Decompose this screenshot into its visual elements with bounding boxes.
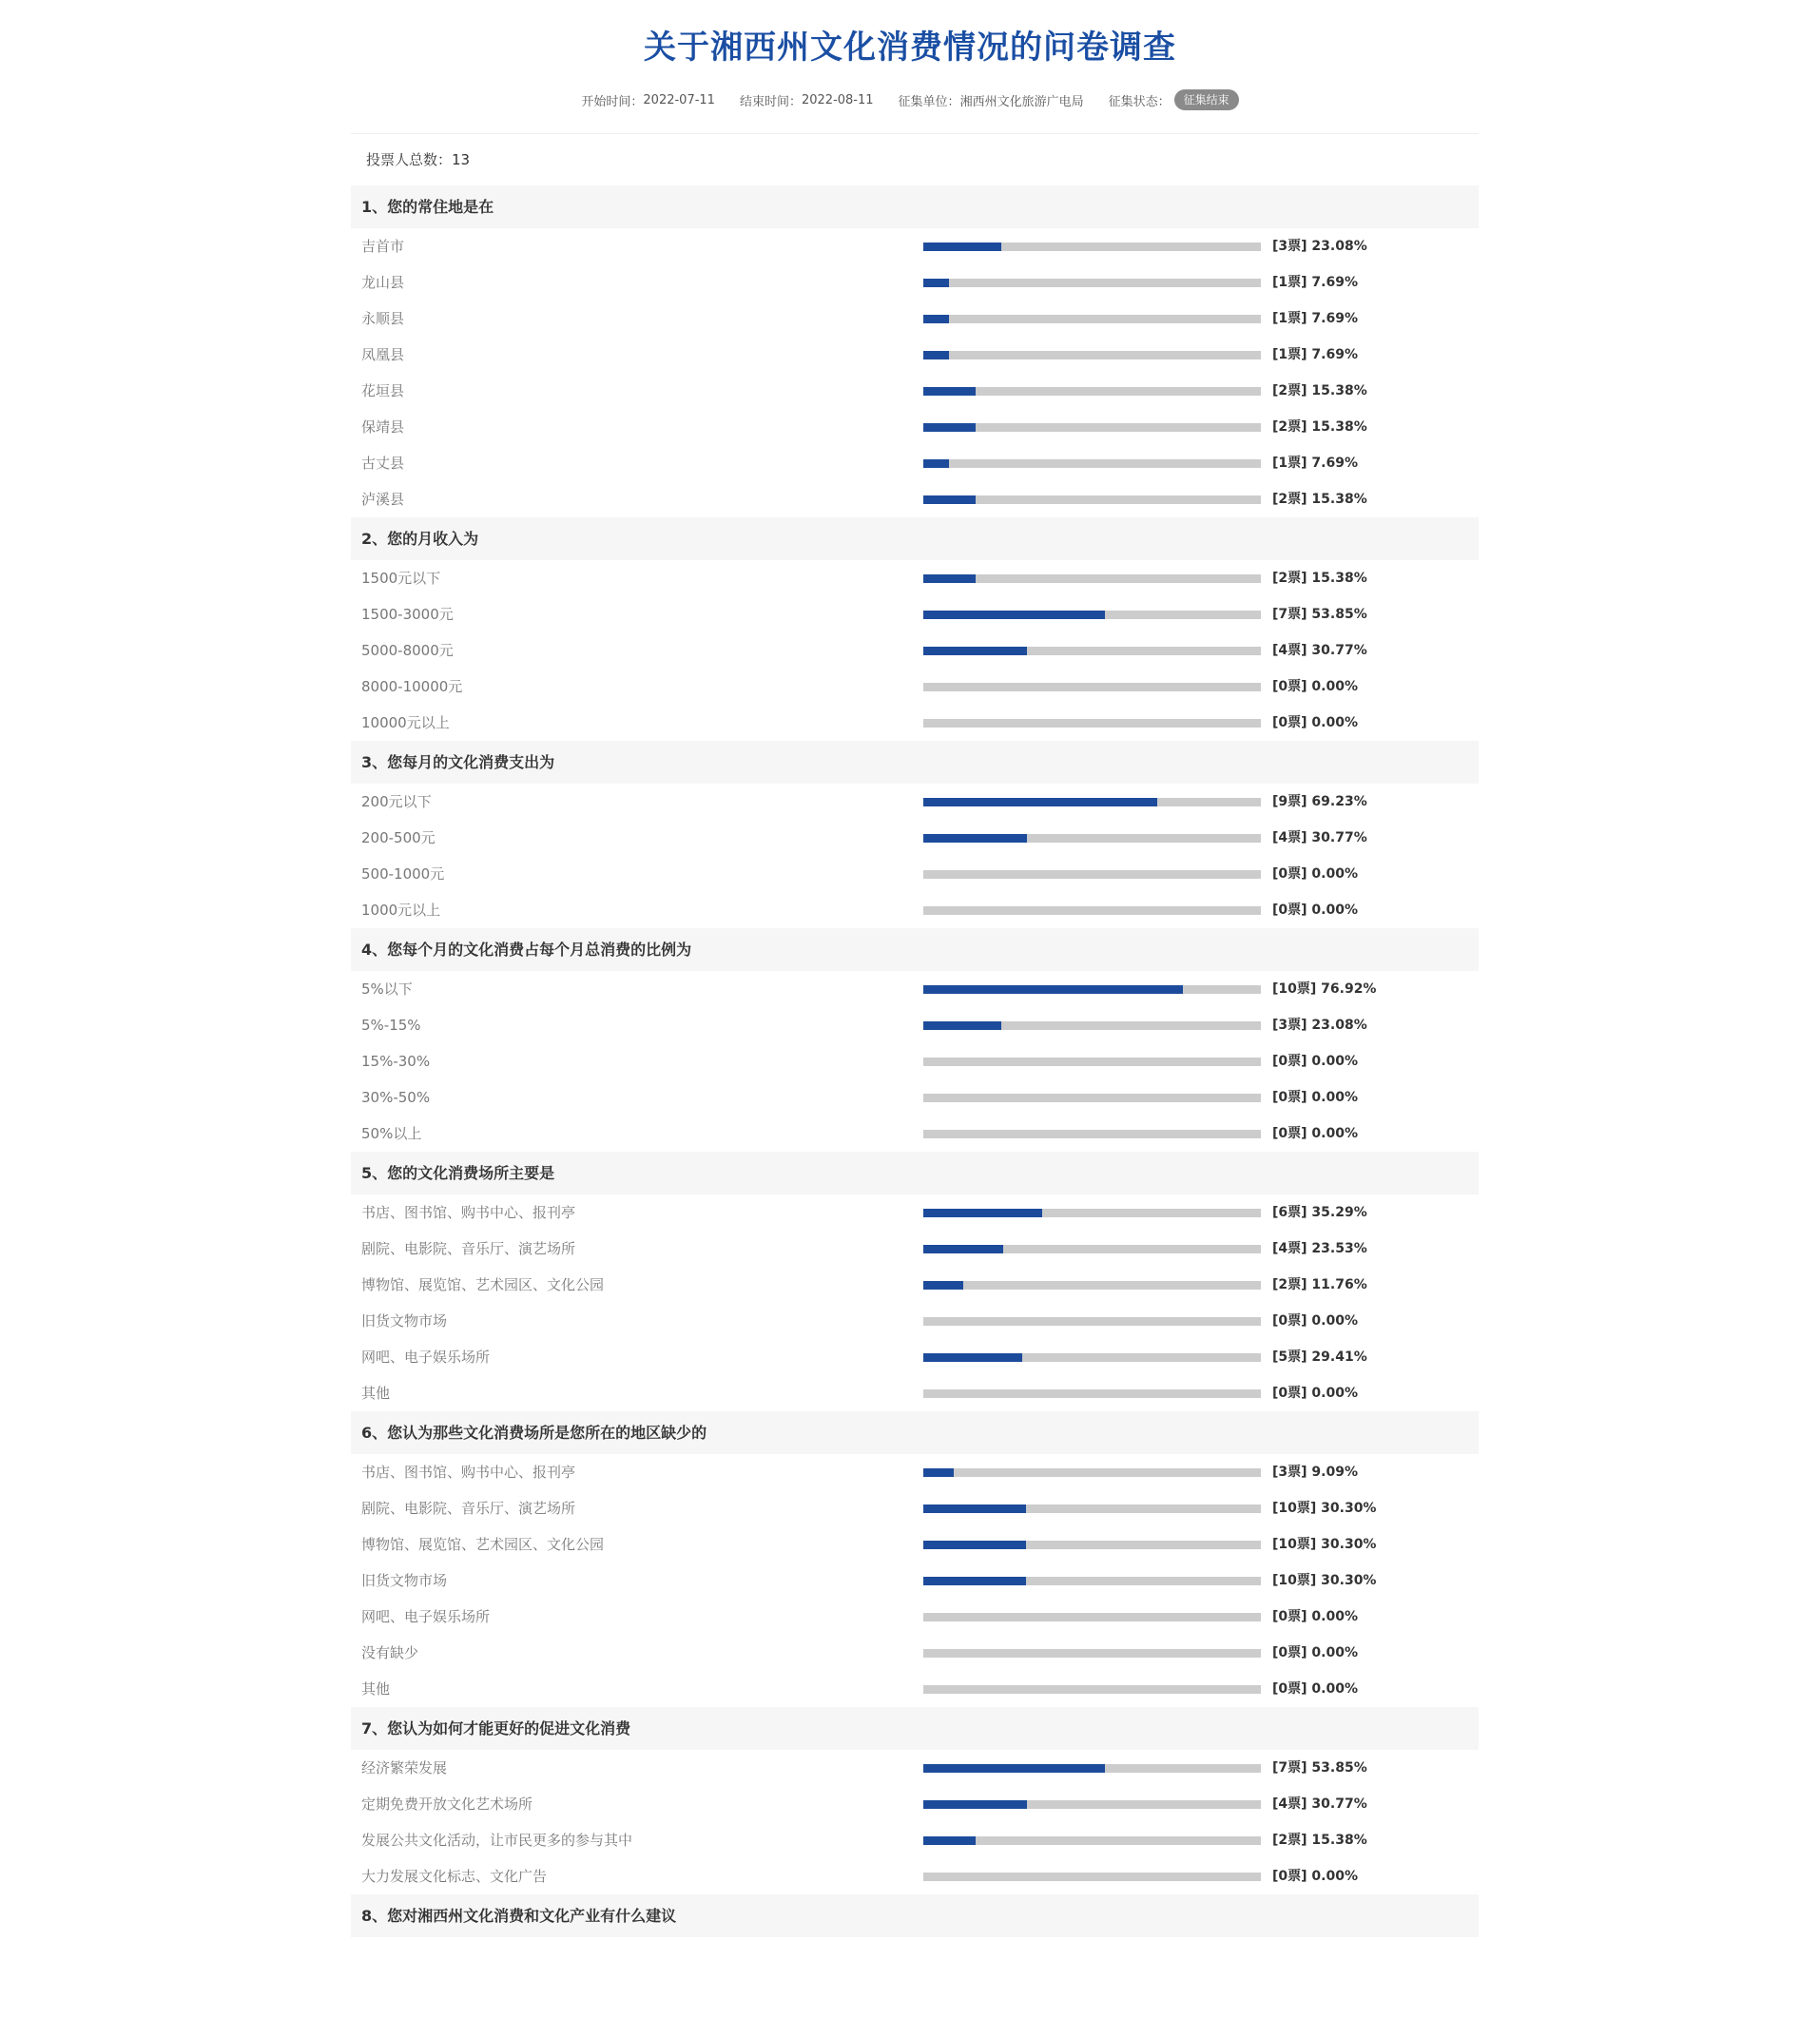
progress-bar-fill bbox=[923, 1245, 1003, 1253]
progress-bar-fill bbox=[923, 647, 1027, 655]
option-label: 经济繁荣发展 bbox=[361, 1759, 448, 1776]
option-result: [0票] 0.00% bbox=[1272, 1054, 1358, 1069]
progress-bar-fill bbox=[923, 1577, 1026, 1585]
option-result: [2票] 15.38% bbox=[1272, 571, 1367, 586]
progress-bar bbox=[923, 243, 1261, 251]
progress-bar bbox=[923, 647, 1261, 655]
option-result: [0票] 0.00% bbox=[1272, 1313, 1358, 1329]
option-label: 剧院、电影院、音乐厅、演艺场所 bbox=[361, 1500, 576, 1517]
option-row bbox=[351, 971, 1479, 1007]
progress-bar-fill bbox=[923, 834, 1027, 843]
progress-bar bbox=[923, 495, 1261, 504]
option-label: 旧货文物市场 bbox=[361, 1572, 448, 1589]
progress-bar bbox=[923, 1505, 1261, 1513]
page-title: 关于湘西州文化消费情况的问卷调查 bbox=[644, 29, 1176, 67]
total-voters-value: 13 bbox=[452, 151, 471, 168]
option-label: 5%-15% bbox=[361, 1017, 421, 1034]
question-title: 7、您认为如何才能更好的促进文化消费 bbox=[351, 1707, 1479, 1750]
option-result: [0票] 0.00% bbox=[1272, 679, 1358, 694]
option-result: [2票] 15.38% bbox=[1272, 419, 1367, 435]
option-result: [3票] 9.09% bbox=[1272, 1465, 1358, 1480]
option-label: 200元以下 bbox=[361, 793, 432, 810]
progress-bar bbox=[923, 279, 1261, 287]
option-result: [3票] 23.08% bbox=[1272, 239, 1367, 254]
option-label: 发展公共文化活动，让市民更多的参与其中 bbox=[361, 1832, 633, 1849]
status-badge: 征集结束 bbox=[1174, 89, 1239, 110]
progress-bar-fill bbox=[923, 279, 949, 287]
option-row bbox=[351, 481, 1479, 517]
start-time bbox=[581, 91, 715, 109]
option-row bbox=[351, 669, 1479, 705]
progress-bar-fill bbox=[923, 1836, 976, 1845]
end-time-label: 结束时间： bbox=[739, 94, 802, 109]
progress-bar bbox=[923, 1021, 1261, 1030]
option-result: [3票] 23.08% bbox=[1272, 1018, 1367, 1033]
option-label: 旧货文物市场 bbox=[361, 1312, 448, 1330]
progress-bar bbox=[923, 1541, 1261, 1549]
progress-bar-fill bbox=[923, 423, 976, 432]
collecting-unit-label: 征集单位： bbox=[898, 94, 960, 109]
option-row bbox=[351, 228, 1479, 264]
option-label: 书店、图书馆、购书中心、报刊亭 bbox=[361, 1464, 576, 1481]
progress-bar bbox=[923, 611, 1261, 619]
progress-bar bbox=[923, 1281, 1261, 1290]
option-row bbox=[351, 264, 1479, 301]
progress-bar bbox=[923, 423, 1261, 432]
progress-bar bbox=[923, 315, 1261, 323]
option-result: [5票] 29.41% bbox=[1272, 1349, 1367, 1365]
total-voters bbox=[351, 134, 1479, 185]
option-label: 龙山县 bbox=[361, 274, 405, 291]
option-label: 5%以下 bbox=[361, 980, 413, 998]
option-result: [0票] 0.00% bbox=[1272, 1645, 1358, 1660]
option-result: [2票] 15.38% bbox=[1272, 383, 1367, 398]
option-result: [10票] 30.30% bbox=[1272, 1501, 1377, 1516]
progress-bar-fill bbox=[923, 315, 949, 323]
option-result: [0票] 0.00% bbox=[1272, 1126, 1358, 1141]
question-title: 5、您的文化消费场所主要是 bbox=[351, 1152, 1479, 1194]
option-result: [0票] 0.00% bbox=[1272, 1681, 1358, 1697]
option-label: 10000元以上 bbox=[361, 714, 450, 731]
progress-bar-fill bbox=[923, 243, 1001, 251]
option-label: 定期免费开放文化艺术场所 bbox=[361, 1796, 533, 1813]
option-row bbox=[351, 1303, 1479, 1339]
option-result: [4票] 30.77% bbox=[1272, 643, 1367, 658]
progress-bar bbox=[923, 1800, 1261, 1809]
option-result: [1票] 7.69% bbox=[1272, 456, 1358, 471]
option-row bbox=[351, 1563, 1479, 1599]
option-label: 泸溪县 bbox=[361, 491, 405, 508]
option-result: [0票] 0.00% bbox=[1272, 1090, 1358, 1105]
results-container bbox=[351, 133, 1479, 1937]
progress-bar bbox=[923, 351, 1261, 359]
option-result: [1票] 7.69% bbox=[1272, 275, 1358, 290]
progress-bar-fill bbox=[923, 495, 976, 504]
progress-bar bbox=[923, 906, 1261, 915]
option-label: 其他 bbox=[361, 1385, 391, 1402]
option-result: [10票] 30.30% bbox=[1272, 1573, 1377, 1588]
option-result: [6票] 35.29% bbox=[1272, 1205, 1367, 1220]
progress-bar-fill bbox=[923, 1021, 1001, 1030]
option-result: [1票] 7.69% bbox=[1272, 311, 1358, 326]
progress-bar bbox=[923, 985, 1261, 994]
option-label: 1500-3000元 bbox=[361, 606, 454, 623]
progress-bar-fill bbox=[923, 387, 976, 396]
option-row bbox=[351, 1858, 1479, 1894]
progress-bar-fill bbox=[923, 1505, 1026, 1513]
progress-bar bbox=[923, 1685, 1261, 1694]
option-row bbox=[351, 1490, 1479, 1526]
option-row bbox=[351, 409, 1479, 445]
option-result: [0票] 0.00% bbox=[1272, 866, 1358, 882]
progress-bar bbox=[923, 574, 1261, 583]
progress-bar bbox=[923, 1468, 1261, 1477]
question-title: 4、您每个月的文化消费占每个月总消费的比例为 bbox=[351, 928, 1479, 971]
progress-bar bbox=[923, 1577, 1261, 1585]
option-label: 博物馆、展览馆、艺术园区、文化公园 bbox=[361, 1276, 605, 1293]
question-title: 3、您每月的文化消费支出为 bbox=[351, 741, 1479, 784]
progress-bar-fill bbox=[923, 1541, 1026, 1549]
question-title: 8、您对湘西州文化消费和文化产业有什么建议 bbox=[351, 1894, 1479, 1937]
progress-bar bbox=[923, 798, 1261, 806]
question-title: 2、您的月收入为 bbox=[351, 517, 1479, 560]
progress-bar bbox=[923, 719, 1261, 728]
option-result: [4票] 23.53% bbox=[1272, 1241, 1367, 1256]
option-label: 大力发展文化标志、文化广告 bbox=[361, 1868, 548, 1885]
option-row bbox=[351, 1043, 1479, 1079]
option-result: [2票] 15.38% bbox=[1272, 1833, 1367, 1848]
option-result: [2票] 15.38% bbox=[1272, 492, 1367, 507]
total-voters-label: 投票人总数： bbox=[366, 151, 453, 168]
option-row bbox=[351, 1671, 1479, 1707]
option-row bbox=[351, 705, 1479, 741]
option-label: 1000元以上 bbox=[361, 902, 441, 919]
collecting-status-label: 征集状态： bbox=[1108, 94, 1171, 109]
option-row bbox=[351, 1194, 1479, 1231]
progress-bar-fill bbox=[923, 1281, 963, 1290]
progress-bar-fill bbox=[923, 1209, 1042, 1217]
option-result: [4票] 30.77% bbox=[1272, 830, 1367, 845]
end-time-value: 2022-08-11 bbox=[801, 92, 874, 107]
progress-bar-fill bbox=[923, 1764, 1105, 1773]
option-row bbox=[351, 820, 1479, 856]
progress-bar bbox=[923, 1209, 1261, 1217]
progress-bar bbox=[923, 1873, 1261, 1881]
progress-bar bbox=[923, 1836, 1261, 1845]
option-label: 50%以上 bbox=[361, 1125, 422, 1142]
option-row bbox=[351, 1526, 1479, 1563]
option-row bbox=[351, 784, 1479, 820]
option-label: 博物馆、展览馆、艺术园区、文化公园 bbox=[361, 1536, 605, 1553]
option-row bbox=[351, 1599, 1479, 1635]
option-row bbox=[351, 856, 1479, 892]
survey-meta bbox=[0, 89, 1820, 110]
question-title: 1、您的常住地是在 bbox=[351, 185, 1479, 228]
progress-bar-fill bbox=[923, 574, 976, 583]
option-result: [0票] 0.00% bbox=[1272, 1386, 1358, 1401]
option-result: [0票] 0.00% bbox=[1272, 903, 1358, 918]
progress-bar bbox=[923, 1094, 1261, 1102]
option-label: 书店、图书馆、购书中心、报刊亭 bbox=[361, 1204, 576, 1221]
option-row bbox=[351, 337, 1479, 373]
progress-bar bbox=[923, 387, 1261, 396]
question-list bbox=[351, 185, 1479, 1937]
end-time bbox=[740, 91, 874, 109]
progress-bar-fill bbox=[923, 611, 1105, 619]
option-row bbox=[351, 1635, 1479, 1671]
option-result: [10票] 30.30% bbox=[1272, 1537, 1377, 1552]
progress-bar bbox=[923, 1353, 1261, 1362]
start-time-label: 开始时间： bbox=[581, 94, 644, 109]
progress-bar-fill bbox=[923, 1800, 1027, 1809]
collecting-unit bbox=[899, 91, 1084, 109]
option-row bbox=[351, 1786, 1479, 1822]
option-row bbox=[351, 373, 1479, 409]
collecting-status bbox=[1109, 89, 1239, 110]
option-label: 网吧、电子娱乐场所 bbox=[361, 1349, 491, 1366]
option-label: 1500元以下 bbox=[361, 570, 441, 587]
option-result: [0票] 0.00% bbox=[1272, 715, 1358, 730]
option-row bbox=[351, 1267, 1479, 1303]
start-time-value: 2022-07-11 bbox=[643, 92, 715, 107]
option-row bbox=[351, 1750, 1479, 1786]
progress-bar bbox=[923, 683, 1261, 691]
progress-bar-fill bbox=[923, 459, 949, 468]
progress-bar bbox=[923, 1389, 1261, 1398]
option-row bbox=[351, 1454, 1479, 1490]
progress-bar-fill bbox=[923, 351, 949, 359]
option-row bbox=[351, 1007, 1479, 1043]
option-label: 8000-10000元 bbox=[361, 678, 463, 695]
option-label: 200-500元 bbox=[361, 829, 436, 846]
option-row bbox=[351, 1339, 1479, 1375]
option-row bbox=[351, 1079, 1479, 1116]
progress-bar bbox=[923, 1058, 1261, 1066]
option-row bbox=[351, 560, 1479, 596]
option-label: 网吧、电子娱乐场所 bbox=[361, 1608, 491, 1625]
option-result: [0票] 0.00% bbox=[1272, 1609, 1358, 1624]
progress-bar bbox=[923, 1130, 1261, 1138]
progress-bar-fill bbox=[923, 1468, 954, 1477]
collecting-unit-value: 湘西州文化旅游广电局 bbox=[959, 94, 1084, 109]
progress-bar bbox=[923, 1649, 1261, 1658]
option-result: [0票] 0.00% bbox=[1272, 1869, 1358, 1884]
option-result: [7票] 53.85% bbox=[1272, 1760, 1367, 1776]
option-label: 500-1000元 bbox=[361, 865, 445, 883]
option-row bbox=[351, 632, 1479, 669]
option-row bbox=[351, 1375, 1479, 1411]
progress-bar bbox=[923, 1317, 1261, 1326]
option-result: [1票] 7.69% bbox=[1272, 347, 1358, 362]
progress-bar bbox=[923, 1613, 1261, 1621]
progress-bar bbox=[923, 1764, 1261, 1773]
option-row bbox=[351, 892, 1479, 928]
option-label: 花垣县 bbox=[361, 382, 405, 399]
option-label: 30%-50% bbox=[361, 1089, 431, 1106]
option-result: [10票] 76.92% bbox=[1272, 981, 1377, 997]
progress-bar bbox=[923, 870, 1261, 879]
option-row bbox=[351, 1822, 1479, 1858]
progress-bar-fill bbox=[923, 1353, 1022, 1362]
option-row bbox=[351, 445, 1479, 481]
progress-bar bbox=[923, 1245, 1261, 1253]
option-result: [7票] 53.85% bbox=[1272, 607, 1367, 622]
option-result: [9票] 69.23% bbox=[1272, 794, 1367, 809]
option-result: [2票] 11.76% bbox=[1272, 1277, 1367, 1292]
option-label: 没有缺少 bbox=[361, 1644, 419, 1661]
question-title: 6、您认为那些文化消费场所是您所在的地区缺少的 bbox=[351, 1411, 1479, 1454]
option-label: 5000-8000元 bbox=[361, 642, 454, 659]
option-label: 古丈县 bbox=[361, 455, 405, 472]
option-label: 其他 bbox=[361, 1680, 391, 1698]
option-row bbox=[351, 1116, 1479, 1152]
progress-bar-fill bbox=[923, 798, 1157, 806]
option-label: 凤凰县 bbox=[361, 346, 405, 363]
option-label: 吉首市 bbox=[361, 238, 405, 255]
option-result: [4票] 30.77% bbox=[1272, 1796, 1367, 1812]
progress-bar bbox=[923, 459, 1261, 468]
option-row bbox=[351, 301, 1479, 337]
option-row bbox=[351, 1231, 1479, 1267]
option-label: 保靖县 bbox=[361, 418, 405, 436]
option-row bbox=[351, 596, 1479, 632]
option-label: 15%-30% bbox=[361, 1053, 431, 1070]
option-label: 剧院、电影院、音乐厅、演艺场所 bbox=[361, 1240, 576, 1257]
option-label: 永顺县 bbox=[361, 310, 405, 327]
progress-bar-fill bbox=[923, 985, 1183, 994]
progress-bar bbox=[923, 834, 1261, 843]
